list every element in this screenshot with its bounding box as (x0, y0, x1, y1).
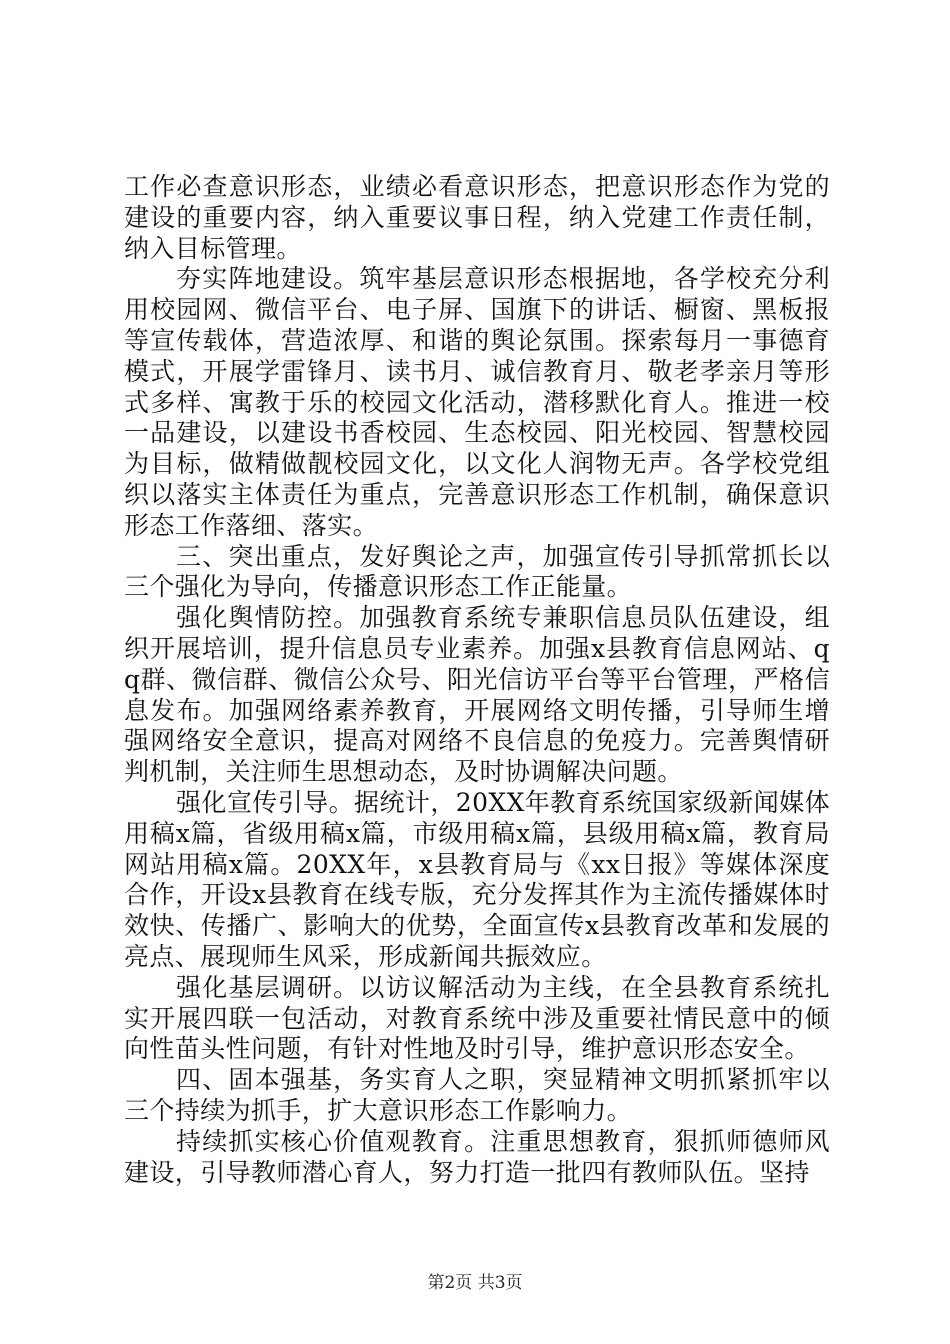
page-number-footer: 第2页 共3页 (427, 1273, 523, 1293)
section-heading-four: 四、固本强基，务实育人之职，突显精神文明抓紧抓牢以三个持续为抓手，扩大意识形态工作影响力。 (124, 1065, 830, 1125)
paragraph-position-building: 夯实阵地建设。筑牢基层意识形态根据地，各学校充分利用校园网、微信平台、电子屏、国旗下的讲话、橱窗、黑板报等宣传载体，营造浓厚、和谐的舆论氛围。探索每月一事德育模式，开展学雷锋月、读书月、诚信教育月、敬老孝亲月等形式多样、寓教于乐的校园文化活动，潜移默化育人。推进一校一品建设，以建设书香校园、生态校园、阳光校园、智慧校园为目标，做精做靓校园文化，以文化人润物无声。各学校党组织以落实主体责任为重点，完善意识形态工作机制，确保意识形态工作落细、落实。 (124, 264, 830, 540)
paragraph-publicity: 强化宣传引导。据统计，20XX年教育系统国家级新闻媒体用稿x篇，省级用稿x篇，市级用稿x篇，县级用稿x篇，教育局网站用稿x篇。20XX年，x县教育局与《xx日报》等媒体深度合作，开设x县教育在线专版，充分发挥其作为主流传播媒体时效快、传播广、影响大的优势，全面宣传x县教育改革和发展的亮点、展现师生风采，形成新闻共振效应。 (124, 787, 830, 971)
paragraph-public-opinion: 强化舆情防控。加强教育系统专兼职信息员队伍建设，组织开展培训，提升信息员专业素养。加强x县教育信息网站、qq群、微信群、微信公众号、阳光信访平台等平台管理，严格信息发布。加强网络素养教育，开展网络文明传播，引导师生增强网络安全意识，提高对网络不良信息的免疫力。完善舆情研判机制，关注师生思想动态，及时协调解决问题。 (124, 603, 830, 787)
document-body (124, 172, 830, 1188)
paragraph-continuation: 工作必查意识形态，业绩必看意识形态，把意识形态作为党的建设的重要内容，纳入重要议事日程，纳入党建工作责任制，纳入目标管理。 (124, 172, 830, 263)
paragraph-core-values: 持续抓实核心价值观教育。注重思想教育，狠抓师德师风建设，引导教师潜心育人，努力打造一批四有教师队伍。坚持 (124, 1126, 830, 1187)
section-heading-three: 三、突出重点，发好舆论之声，加强宣传引导抓常抓长以三个强化为导向，传播意识形态工作正能量。 (124, 541, 830, 602)
paragraph-grassroots-research: 强化基层调研。以访议解活动为主线，在全县教育系统扎实开展四联一包活动，对教育系统中涉及重要社情民意中的倾向性苗头性问题，有针对性地及时引导，维护意识形态安全。 (124, 972, 830, 1064)
